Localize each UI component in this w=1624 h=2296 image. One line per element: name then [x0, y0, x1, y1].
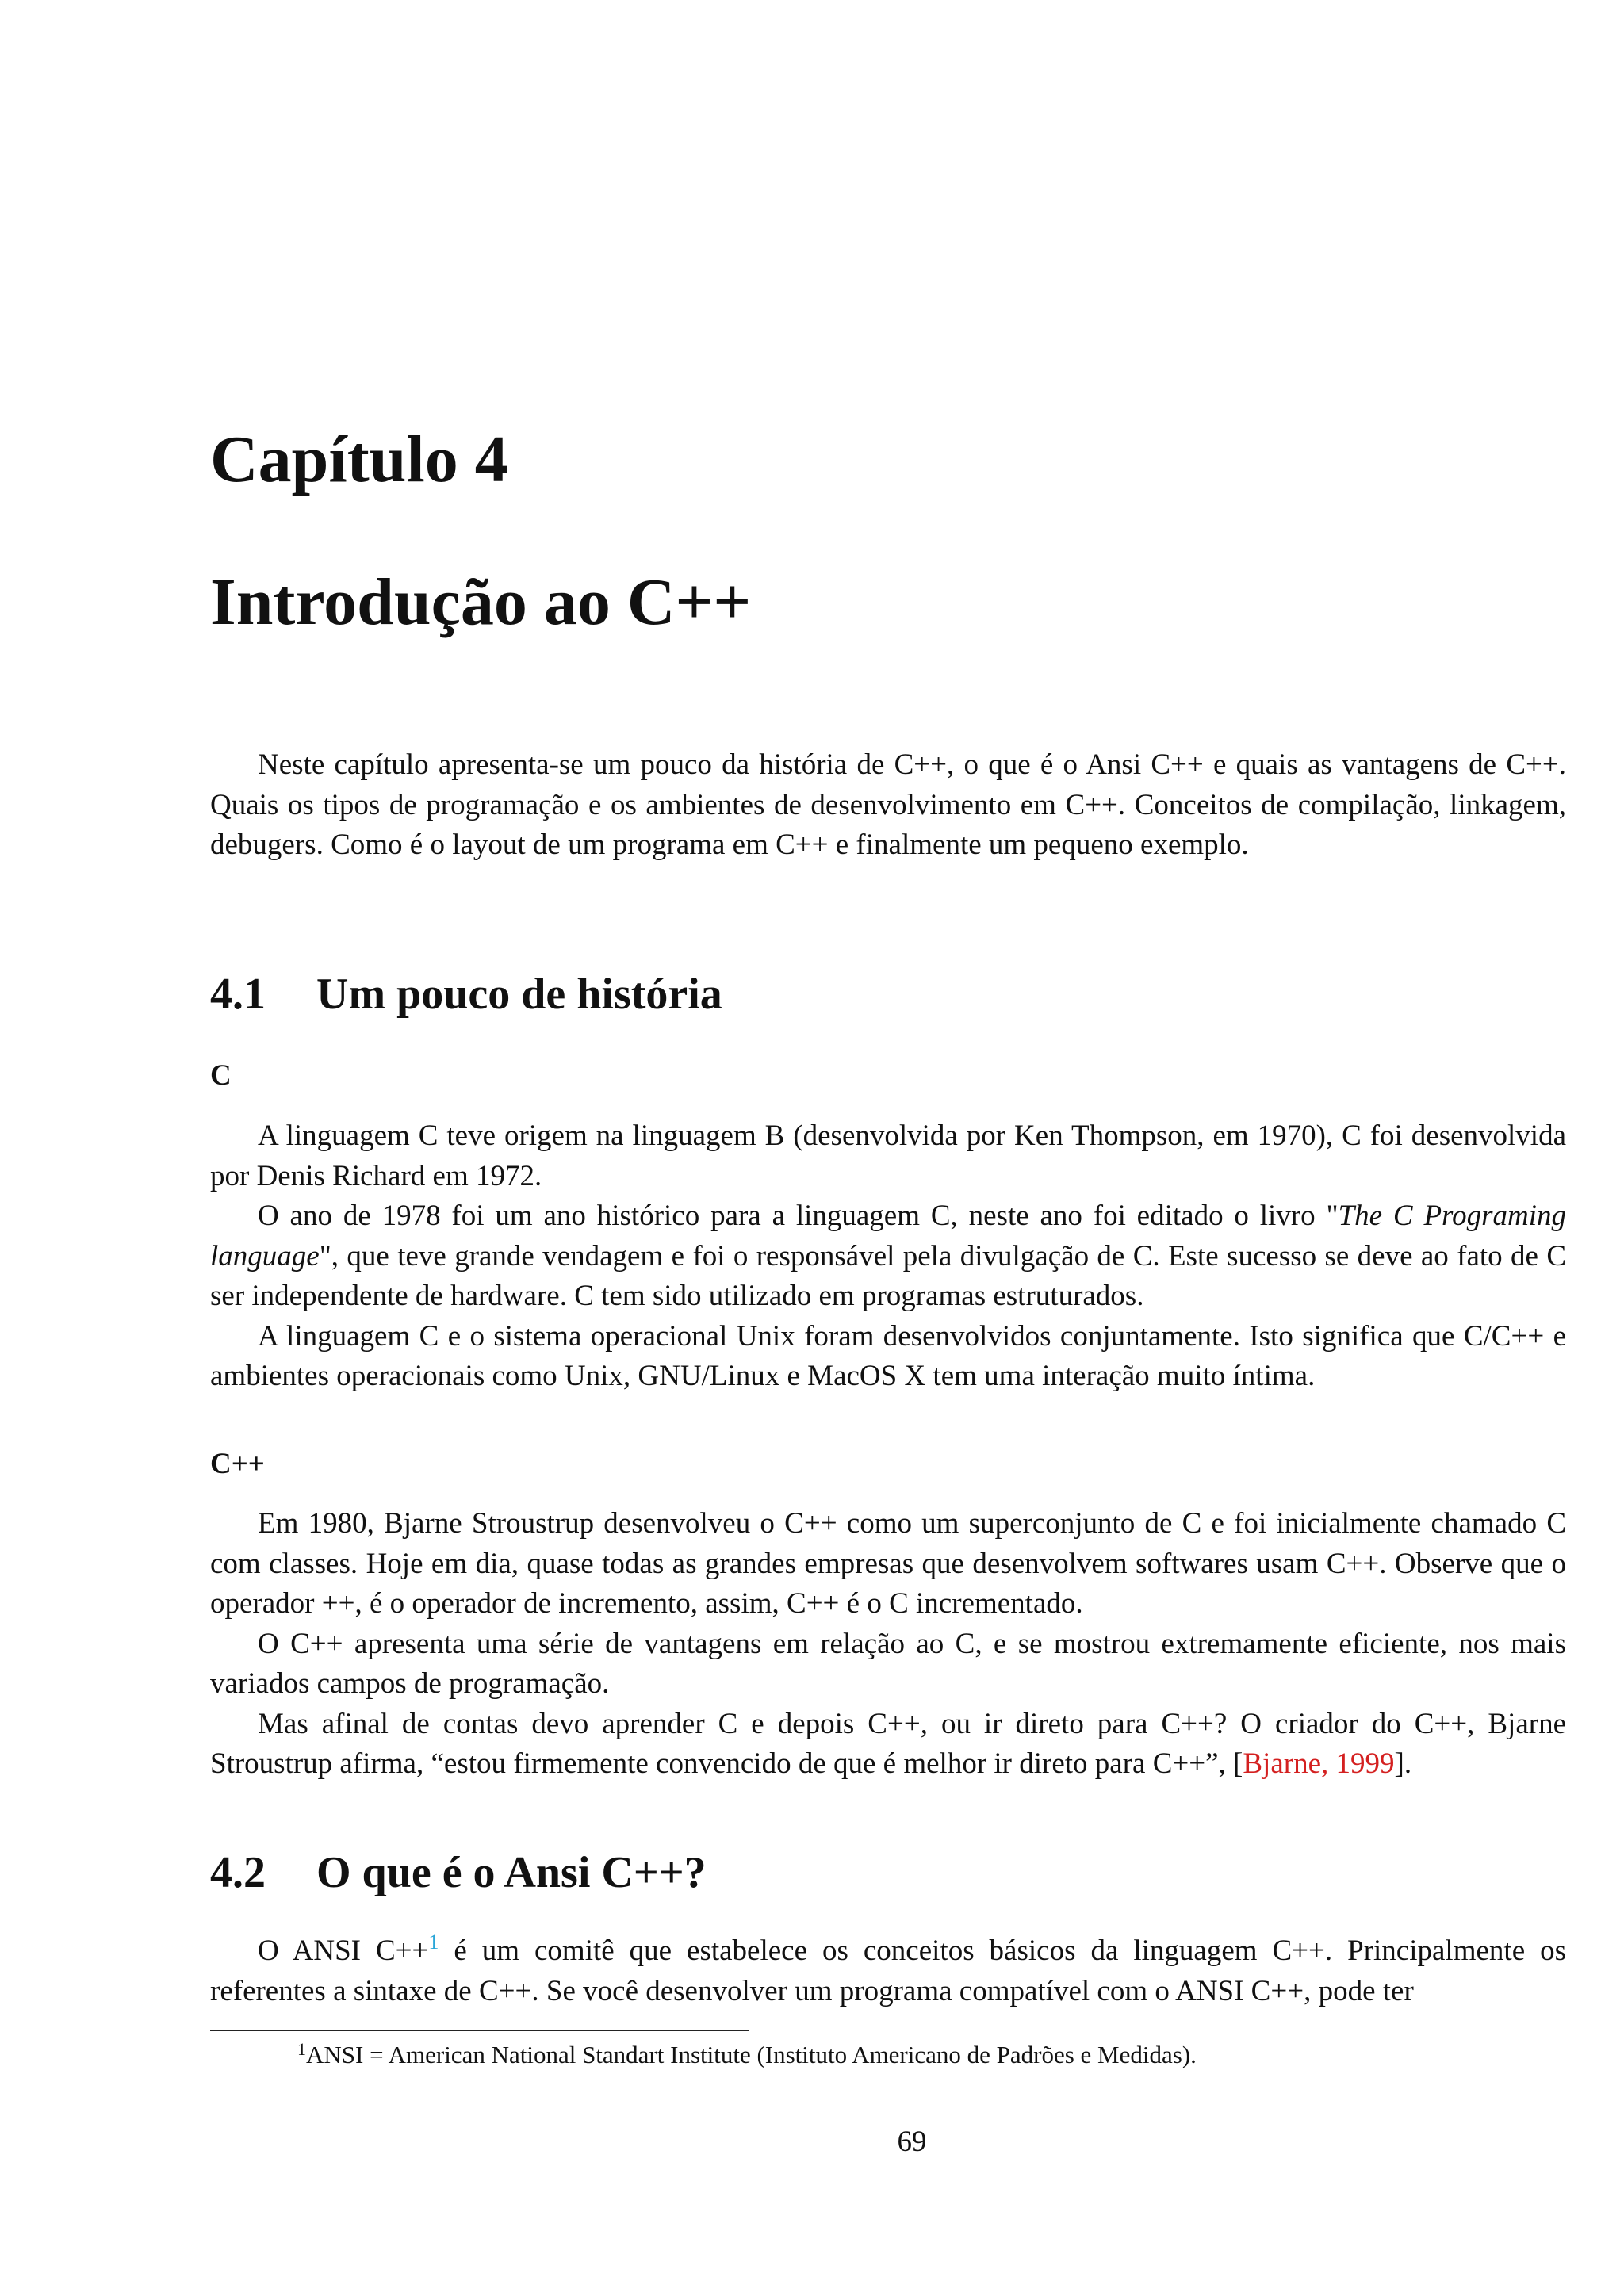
subsection-c-body [210, 1116, 1566, 1397]
section-heading-4-2 [210, 1850, 707, 1895]
citation-link[interactable]: Bjarne, 1999 [1243, 1747, 1395, 1780]
footnote-marker-link[interactable]: 1 [428, 1931, 439, 1954]
paragraph: A linguagem C e o sistema operacional Unix foram desenvolvidos conjuntamente. Isto significa que C/C++ e ambientes operacionais como Unix, GNU/Linux e MacOS X tem uma interação muito íntima. [210, 1319, 1566, 1392]
paragraph: Em 1980, Bjarne Stroustrup desenvolveu o C++ como um superconjunto de C e foi inicialmente chamado C com classes. Hoje em dia, quase todas as grandes empresas que desenvolvem softwares usam C++. Observe que o operador ++, é o operador de incremento, assim, C++ é o C incrementado. [210, 1507, 1566, 1620]
section-title: O que é o Ansi C++? [316, 1848, 707, 1897]
footnote [250, 2039, 1566, 2071]
paragraph: O C++ apresenta uma série de vantagens em relação ao C, e se mostrou extremamente eficiente, nos mais variados campos de programação. [210, 1627, 1566, 1700]
chapter-title: Introdução ao C++ [210, 565, 752, 639]
paragraph: A linguagem C teve origem na linguagem B (desenvolvida por Ken Thompson, em 1970), C foi desenvolvida por Denis Richard em 1972. [210, 1119, 1566, 1192]
paragraph: Mas afinal de contas devo aprender C e depois C++, ou ir direto para C++? O criador do C++, Bjarne Stroustrup afirma, “estou firmemente convencido de que é melhor ir direto para C++”, [Bjarne, 1999]. [210, 1707, 1566, 1780]
section-number: 4.1 [210, 970, 266, 1019]
subsection-cpp-body [210, 1504, 1566, 1785]
subheading-c: C [210, 1059, 232, 1092]
subheading-cpp: C++ [210, 1448, 265, 1480]
chapter-label: Capítulo 4 [210, 423, 508, 496]
footnote-number: 1 [297, 2039, 306, 2059]
section-title: Um pouco de história [316, 970, 722, 1019]
intro-paragraph: Neste capítulo apresenta-se um pouco da história de C++, o que é o Ansi C++ e quais as vantagens de C++. Quais os tipos de programação e os ambientes de desenvolvimento em C++. Conceitos de compilação, linkagem, debugers. Como é o layout de um programa em C++ e finalmente um pequeno exemplo. [210, 748, 1566, 861]
page-number: 69 [897, 2126, 927, 2158]
paragraph: O ano de 1978 foi um ano histórico para a linguagem C, neste ano foi editado o livro "The C Programing language", que teve grande vendagem e foi o responsável pela divulgação de C. Este sucesso se deve ao fato de C ser independente de hardware. C tem sido utilizado em programas estruturados. [210, 1200, 1566, 1312]
section-number: 4.2 [210, 1848, 266, 1897]
footnote-divider [210, 2030, 749, 2031]
footnote-text: ANSI = American National Standart Institute (Instituto Americano de Padrões e Medidas). [306, 2041, 1197, 2068]
section-heading-4-1 [210, 970, 722, 1019]
paragraph: O ANSI C++$^1$ é um comitê que estabelece os conceitos básicos da linguagem C++. Principalmente os referentes a sintaxe de C++. Se você desenvolver um programa compatível com o ANSI C++, pode ter [210, 1931, 1566, 2007]
book-title: The C Programing language [210, 1200, 1566, 1272]
chapter-intro [210, 745, 1566, 866]
section-4-2-body [210, 1931, 1566, 2011]
document-page [210, 0, 1566, 2296]
